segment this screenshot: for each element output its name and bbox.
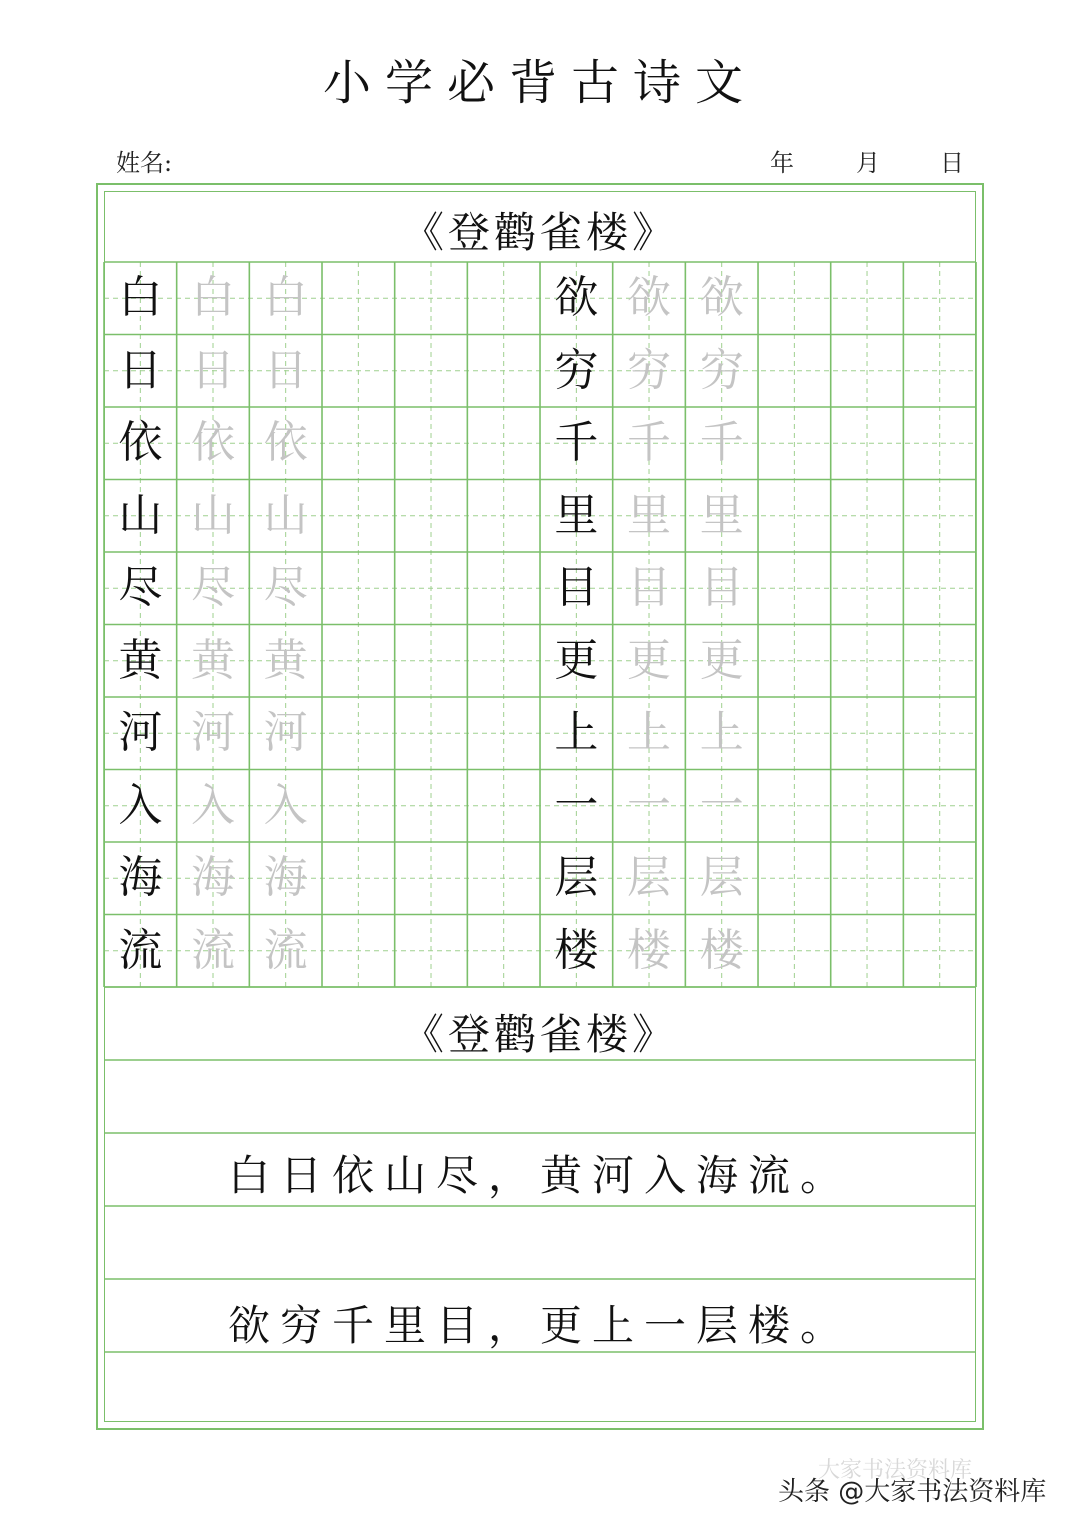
trace-char-right: 目 (627, 562, 672, 613)
model-char-right: 更 (554, 634, 599, 686)
trace-char-right: 一 (699, 779, 744, 831)
trace-char-left: 山 (190, 489, 235, 541)
trace-char-right: 里 (699, 489, 744, 541)
trace-char-right: 一 (627, 779, 672, 831)
name-label: 姓名: (116, 149, 173, 177)
model-char-left: 黄 (118, 634, 163, 686)
model-char-left: 入 (118, 779, 163, 831)
trace-char-left: 白 (263, 272, 308, 323)
trace-char-left: 尽 (190, 562, 235, 613)
trace-char-left: 入 (190, 779, 235, 831)
trace-char-left: 黄 (190, 634, 235, 686)
model-char-left: 山 (118, 489, 163, 541)
trace-char-left: 依 (263, 417, 308, 468)
trace-char-left: 海 (263, 852, 308, 903)
model-char-right: 楼 (554, 924, 599, 976)
trace-char-right: 楼 (627, 924, 672, 976)
model-char-left: 河 (118, 707, 163, 758)
model-char-left: 依 (118, 417, 163, 468)
trace-char-right: 欲 (627, 272, 672, 323)
recitation-line-2: 欲穷千里目，更上一层楼。 (227, 1301, 852, 1350)
trace-char-left: 河 (263, 707, 308, 758)
trace-char-right: 层 (627, 852, 672, 903)
trace-char-right: 穷 (699, 344, 744, 396)
model-char-left: 海 (118, 852, 163, 903)
model-char-right: 穷 (554, 344, 599, 396)
trace-char-left: 依 (190, 417, 235, 468)
trace-char-left: 白 (190, 272, 235, 323)
model-char-left: 白 (118, 272, 163, 323)
trace-char-left: 入 (263, 779, 308, 831)
recitation-line-1: 白日依山尽，黄河入海流。 (227, 1151, 852, 1200)
model-char-right: 一 (554, 779, 599, 831)
trace-char-left: 河 (190, 707, 235, 758)
date-month-label: 月 (856, 149, 880, 177)
page-title: 小学必背古诗文 (322, 55, 757, 111)
date-year-label: 年 (770, 149, 794, 177)
grid-poem-title: 《登鹳雀楼》 (401, 208, 678, 257)
model-char-right: 欲 (554, 272, 599, 323)
trace-char-right: 穷 (627, 344, 672, 396)
trace-char-right: 更 (627, 634, 672, 686)
trace-char-left: 山 (263, 489, 308, 541)
trace-char-left: 日 (263, 344, 308, 396)
trace-char-left: 海 (190, 852, 235, 903)
model-char-left: 日 (118, 344, 163, 396)
watermark: 头条 @大家书法资料库 (778, 1477, 1047, 1507)
trace-char-right: 千 (627, 417, 672, 468)
trace-char-right: 千 (699, 417, 744, 468)
model-char-right: 目 (554, 562, 599, 613)
model-char-right: 层 (554, 852, 599, 903)
model-char-left: 流 (118, 924, 163, 976)
trace-char-right: 层 (699, 852, 744, 903)
watermark-faint: 大家书法资料库 (818, 1458, 973, 1483)
model-char-left: 尽 (118, 562, 163, 613)
model-char-right: 上 (554, 707, 599, 758)
trace-char-left: 流 (263, 924, 308, 976)
trace-char-left: 尽 (263, 562, 308, 613)
model-char-right: 千 (554, 417, 599, 468)
trace-char-right: 上 (699, 707, 744, 758)
recitation-poem-title: 《登鹳雀楼》 (401, 1010, 678, 1059)
trace-char-left: 流 (190, 924, 235, 976)
date-day-label: 日 (940, 149, 964, 177)
trace-char-left: 日 (190, 344, 235, 396)
trace-char-right: 楼 (699, 924, 744, 976)
trace-char-right: 欲 (699, 272, 744, 323)
trace-char-right: 上 (627, 707, 672, 758)
trace-char-right: 更 (699, 634, 744, 686)
model-char-right: 里 (554, 489, 599, 541)
trace-char-left: 黄 (263, 634, 308, 686)
trace-char-right: 里 (627, 489, 672, 541)
trace-char-right: 目 (699, 562, 744, 613)
